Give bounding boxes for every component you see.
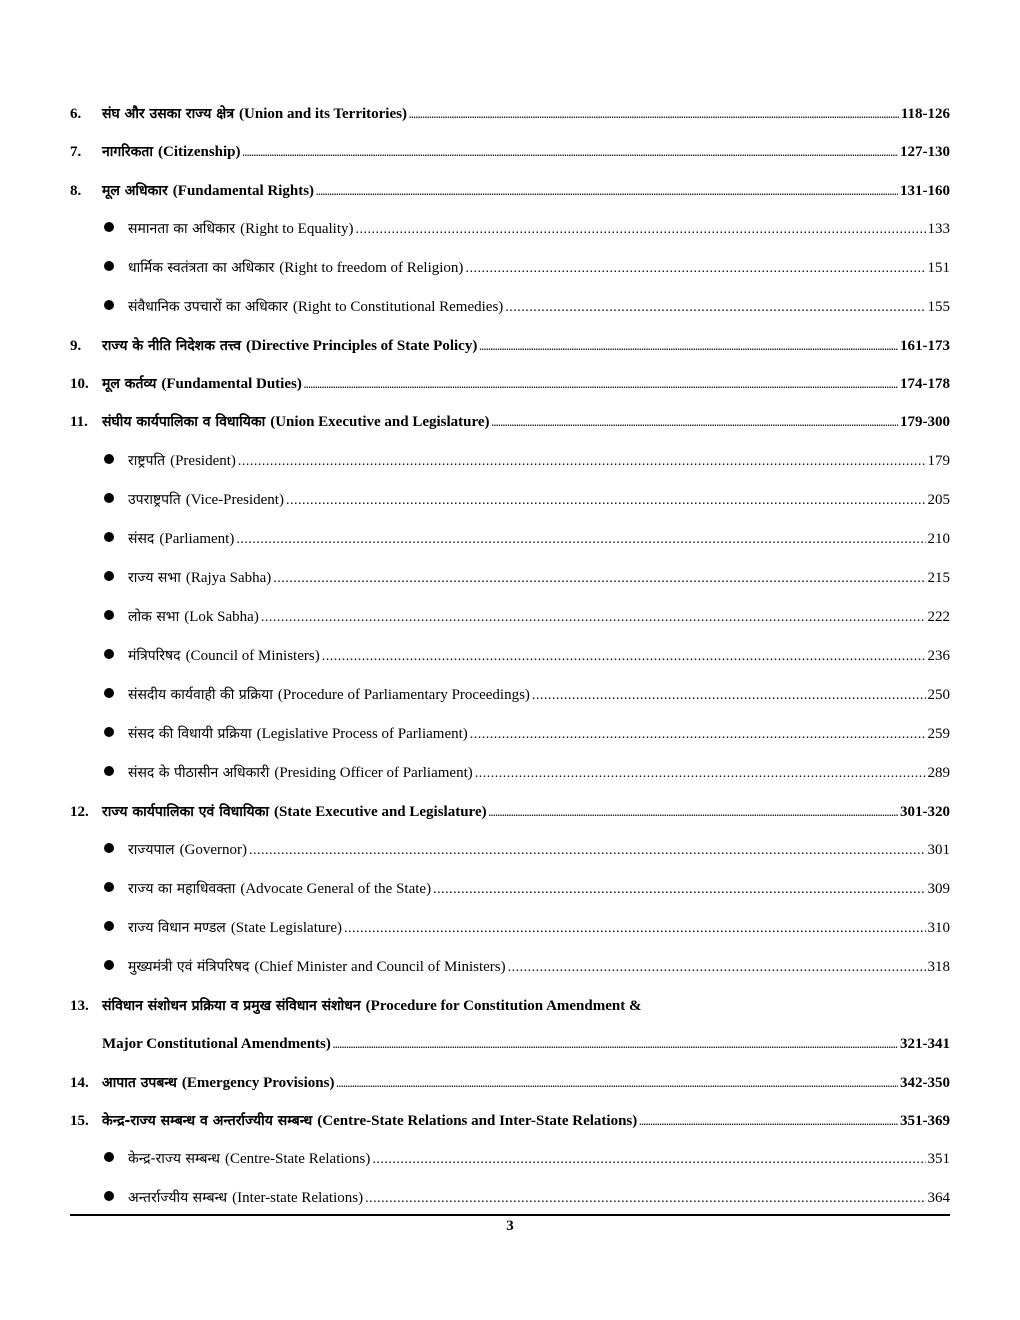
english-title: (Rajya Sabha) xyxy=(185,569,272,586)
dot-leader xyxy=(273,559,925,598)
hindi-title: राज्य का महाधिवक्ता xyxy=(128,881,236,898)
hindi-title: केन्द्र-राज्य सम्बन्ध व अन्तर्राज्यीय सम्बन्ध xyxy=(102,1112,313,1129)
chapter-number: 11. xyxy=(70,414,88,431)
english-title: (Lok Sabha) xyxy=(184,608,259,625)
hindi-title: संसद xyxy=(128,530,155,547)
dot-leader xyxy=(639,1102,898,1141)
page-number: 3 xyxy=(506,1218,514,1234)
hindi-title: संघीय कार्यपालिका व विधायिका xyxy=(102,414,266,431)
dot-leader xyxy=(249,831,925,870)
chapter-number: 7. xyxy=(70,144,82,161)
footer-rule xyxy=(70,1214,950,1216)
dot-leader xyxy=(365,1179,925,1218)
toc-chapter-row xyxy=(70,1064,950,1102)
toc-topic-row xyxy=(70,637,950,676)
dot-leader xyxy=(236,520,925,559)
toc-topic-row xyxy=(70,559,950,598)
toc-topic-row xyxy=(70,948,950,987)
toc-chapter-row xyxy=(70,1102,950,1140)
hindi-title: राष्ट्रपति xyxy=(128,452,166,469)
dot-leader xyxy=(475,754,926,793)
chapter-number: 10. xyxy=(70,376,89,393)
page-ref: 210 xyxy=(927,530,950,547)
toc-topic-row xyxy=(70,249,950,288)
page-ref: 161-173 xyxy=(900,337,950,354)
page-ref: 179-300 xyxy=(900,414,950,431)
page-ref: 342-350 xyxy=(900,1074,950,1091)
english-title: (State Executive and Legislature) xyxy=(273,803,487,820)
hindi-title: मुख्यमंत्री एवं मंत्रिपरिषद xyxy=(128,959,250,976)
hindi-title: केन्द्र-राज्य सम्बन्ध xyxy=(128,1151,220,1168)
english-title: (Governor) xyxy=(179,842,248,859)
english-title: (Vice-President) xyxy=(185,491,284,508)
hindi-title: लोक सभा xyxy=(128,608,180,625)
page-ref: 133 xyxy=(927,220,950,237)
table-of-contents xyxy=(70,95,950,1218)
toc-topic-row xyxy=(70,754,950,793)
page-ref: 131-160 xyxy=(900,182,950,199)
page-ref: 155 xyxy=(927,298,950,315)
hindi-title: संसदीय कार्यवाही की प्रक्रिया xyxy=(128,686,273,703)
toc-topic-row xyxy=(70,288,950,327)
page-ref: 318 xyxy=(927,959,950,976)
dot-leader xyxy=(508,948,926,987)
hindi-title: संसद की विधायी प्रक्रिया xyxy=(128,725,252,742)
dot-leader xyxy=(243,133,899,172)
toc-topic-row xyxy=(70,481,950,520)
english-title: (Citizenship) xyxy=(158,144,241,161)
english-title: (Right to Constitutional Remedies) xyxy=(292,298,504,315)
dot-leader xyxy=(465,249,925,288)
hindi-title: राज्यपाल xyxy=(128,842,175,859)
hindi-title: राज्य कार्यपालिका एवं विधायिका xyxy=(102,803,269,820)
chapter-number: 14. xyxy=(70,1074,89,1091)
hindi-title: मूल अधिकार xyxy=(102,182,168,199)
page-ref: 179 xyxy=(927,452,950,469)
page-ref: 236 xyxy=(927,647,950,664)
dot-leader xyxy=(322,637,926,676)
page-ref: 151 xyxy=(927,259,950,276)
page-ref: 250 xyxy=(927,686,950,703)
hindi-title: समानता का अधिकार xyxy=(128,220,236,237)
english-title: (Centre-State Relations and Inter-State Relations) xyxy=(317,1112,638,1129)
english-title: (Inter-state Relations) xyxy=(232,1190,364,1207)
toc-chapter-row-continued xyxy=(70,1025,950,1063)
page-ref: 205 xyxy=(927,491,950,508)
page-ref: 309 xyxy=(927,881,950,898)
english-title: (Presiding Officer of Parliament) xyxy=(274,764,473,781)
chapter-number: 9. xyxy=(70,337,82,354)
page-ref: 351-369 xyxy=(900,1112,950,1129)
toc-topic-row xyxy=(70,442,950,481)
chapter-number: 13. xyxy=(70,998,89,1015)
hindi-title: संसद के पीठासीन अधिकारी xyxy=(128,764,270,781)
dot-leader xyxy=(238,442,926,481)
dot-leader xyxy=(333,1025,898,1064)
dot-leader xyxy=(336,1064,898,1103)
page-ref: 301-320 xyxy=(900,803,950,820)
toc-topic-row xyxy=(70,520,950,559)
dot-leader xyxy=(355,210,925,249)
toc-topic-row xyxy=(70,870,950,909)
english-title: (Union Executive and Legislature) xyxy=(270,414,490,431)
english-title: (Procedure for Constitution Amendment & xyxy=(365,998,642,1015)
toc-topic-row xyxy=(70,909,950,948)
toc-chapter-row xyxy=(70,403,950,441)
page-ref: 301 xyxy=(927,842,950,859)
english-title: (Procedure of Parliamentary Proceedings) xyxy=(277,686,530,703)
english-title: (Parliament) xyxy=(159,530,235,547)
chapter-number: 6. xyxy=(70,106,82,122)
english-title: (Fundamental Duties) xyxy=(161,376,302,393)
page-ref: 127-130 xyxy=(900,144,950,161)
dot-leader xyxy=(479,327,898,366)
english-title: (Emergency Provisions) xyxy=(181,1074,335,1091)
dot-leader xyxy=(372,1140,925,1179)
page-ref: 174-178 xyxy=(900,376,950,393)
hindi-title: मूल कर्तव्य xyxy=(102,376,157,393)
english-title: (Legislative Process of Parliament) xyxy=(256,725,468,742)
dot-leader xyxy=(492,403,898,442)
hindi-title: धार्मिक स्वतंत्रता का अधिकार xyxy=(128,259,275,276)
chapter-number: 8. xyxy=(70,182,82,199)
page-ref: 118-126 xyxy=(900,106,950,122)
dot-leader xyxy=(286,481,926,520)
toc-chapter-row xyxy=(70,327,950,365)
english-title: (Chief Minister and Council of Ministers) xyxy=(254,959,506,976)
dot-leader xyxy=(433,870,925,909)
hindi-title: अन्तर्राज्यीय सम्बन्ध xyxy=(128,1190,228,1207)
hindi-title: उपराष्ट्रपति xyxy=(128,491,181,508)
toc-chapter-row xyxy=(70,365,950,403)
dot-leader xyxy=(489,793,898,832)
toc-chapter-row xyxy=(70,95,950,133)
page-ref: 310 xyxy=(927,920,950,937)
page-ref: 259 xyxy=(927,725,950,742)
page-ref: 351 xyxy=(927,1151,950,1168)
dot-leader xyxy=(532,676,926,715)
hindi-title: राज्य सभा xyxy=(128,569,181,586)
hindi-title: मंत्रिपरिषद xyxy=(128,647,181,664)
dot-leader xyxy=(409,95,899,134)
hindi-title: नागरिकता xyxy=(102,144,153,161)
toc-topic-row xyxy=(70,676,950,715)
toc-chapter-row xyxy=(70,793,950,831)
english-title: (Fundamental Rights) xyxy=(172,182,315,199)
toc-chapter-row xyxy=(70,172,950,210)
hindi-title: संघ और उसका राज्य क्षेत्र xyxy=(102,106,235,122)
english-title: (Union and its Territories) xyxy=(239,106,407,122)
page-ref: 364 xyxy=(927,1190,950,1207)
dot-leader xyxy=(505,288,925,327)
toc-topic-row xyxy=(70,598,950,637)
english-title: (Centre-State Relations) xyxy=(225,1151,371,1168)
page-ref: 289 xyxy=(927,764,950,781)
page-ref: 215 xyxy=(927,569,950,586)
toc-chapter-row xyxy=(70,133,950,171)
english-title: (Right to freedom of Religion) xyxy=(279,259,464,276)
toc-topic-row xyxy=(70,210,950,249)
chapter-number: 12. xyxy=(70,803,89,820)
dot-leader xyxy=(304,365,898,404)
hindi-title: आपात उपबन्ध xyxy=(102,1074,177,1091)
english-title: (President) xyxy=(170,452,236,469)
toc-chapter-row xyxy=(70,987,950,1025)
page-ref: 321-341 xyxy=(900,1036,950,1053)
english-title: (Directive Principles of State Policy) xyxy=(246,337,478,354)
toc-topic-row xyxy=(70,831,950,870)
toc-topic-row xyxy=(70,715,950,754)
english-title: (Right to Equality) xyxy=(240,220,354,237)
hindi-title: संवैधानिक उपचारों का अधिकार xyxy=(128,298,288,315)
dot-leader xyxy=(316,172,898,211)
dot-leader xyxy=(470,715,926,754)
page-ref: 222 xyxy=(927,608,950,625)
hindi-title: राज्य विधान मण्डल xyxy=(128,920,226,937)
toc-topic-row xyxy=(70,1140,950,1179)
dot-leader xyxy=(344,909,925,948)
chapter-number: 15. xyxy=(70,1112,89,1129)
english-title: (Advocate General of the State) xyxy=(240,881,432,898)
english-title: (Council of Ministers) xyxy=(185,647,320,664)
hindi-title: संविधान संशोधन प्रक्रिया व प्रमुख संविधान संशोधन xyxy=(102,998,361,1015)
dot-leader xyxy=(261,598,926,637)
english-title: (State Legislature) xyxy=(230,920,343,937)
english-title-continued: Major Constitutional Amendments) xyxy=(102,1036,331,1053)
hindi-title: राज्य के नीति निदेशक तत्त्व xyxy=(102,337,241,354)
toc-topic-row xyxy=(70,1179,950,1218)
